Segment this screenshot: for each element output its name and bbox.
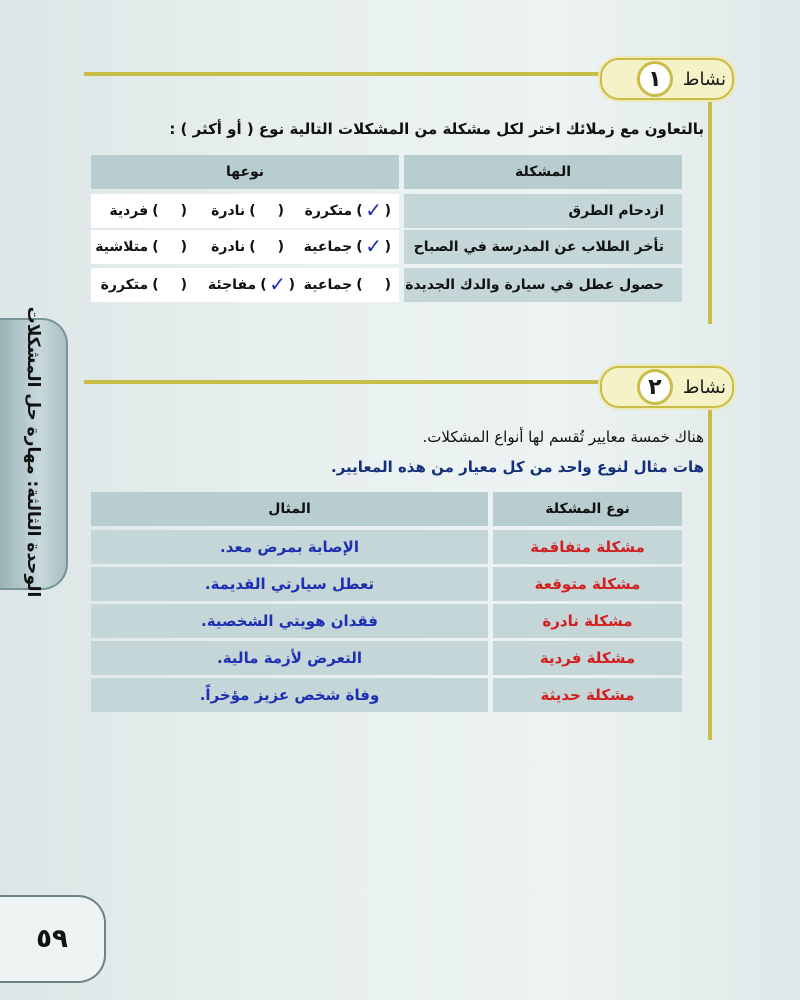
option[interactable]	[211, 194, 284, 228]
close-paren: )	[152, 203, 159, 219]
activity2-badge	[600, 366, 734, 408]
table2-example: فقدان هويتي الشخصية.	[91, 604, 488, 638]
option[interactable]	[95, 230, 187, 264]
option-label: نادرة	[211, 203, 246, 219]
option-label: جماعية	[303, 277, 353, 293]
table1-problem: تأخر الطلاب عن المدرسة في الصباح	[404, 230, 682, 264]
table1-options-row	[91, 268, 399, 302]
activity2-intro: هناك خمسة معايير تُقسم لها أنواع المشكلات.	[422, 428, 704, 446]
option-label: فردية	[109, 203, 149, 219]
activity1-side-rule	[708, 72, 712, 324]
table2-type: مشكلة متوقعة	[493, 567, 682, 601]
table2-type: مشكلة حديثة	[493, 678, 682, 712]
option-label: متلاشية	[95, 239, 149, 255]
table1-options-row	[91, 230, 399, 264]
option[interactable]	[304, 230, 391, 264]
option[interactable]	[305, 194, 391, 228]
option[interactable]	[211, 230, 284, 264]
table1-problem: حصول عطل في سيارة والدك الجديدة	[404, 268, 682, 302]
activity1-instruction: بالتعاون مع زملائك اختر لكل مشكلة من المشكلات التالية نوع ( أو أكثر ) :	[169, 120, 704, 138]
option[interactable]	[109, 194, 187, 228]
activity2-instruction: هات مثال لنوع واحد من كل معيار من هذه المعايير.	[331, 458, 704, 476]
table1-problem: ازدحام الطرق	[404, 194, 682, 228]
open-paren: (	[288, 277, 295, 293]
table2-header-example: المثال	[91, 492, 488, 526]
page-number-box	[0, 895, 106, 983]
close-paren: )	[152, 239, 159, 255]
open-paren: (	[384, 239, 391, 255]
option-label: نادرة	[211, 239, 246, 255]
table1-options-row	[91, 194, 399, 228]
table2-example: وفاة شخص عزيز مؤخراً.	[91, 678, 488, 712]
close-paren: )	[249, 203, 256, 219]
close-paren: )	[249, 239, 256, 255]
activity2-side-rule	[708, 380, 712, 740]
open-paren: (	[180, 277, 187, 293]
option[interactable]	[304, 268, 391, 302]
close-paren: )	[356, 239, 363, 255]
table1-header-type: نوعها	[91, 155, 399, 189]
option[interactable]	[208, 268, 295, 302]
page-number: ٥٩	[36, 924, 68, 954]
table2-type: مشكلة متفاقمة	[493, 530, 682, 564]
close-paren: )	[260, 277, 267, 293]
open-paren: (	[180, 203, 187, 219]
open-paren: (	[277, 239, 284, 255]
option[interactable]	[101, 268, 187, 302]
open-paren: (	[384, 277, 391, 293]
option-label: متكررة	[100, 277, 149, 293]
open-paren: (	[180, 239, 187, 255]
option-label: جماعية	[303, 239, 353, 255]
close-paren: )	[356, 203, 363, 219]
checkmark-icon: ✓	[365, 234, 382, 258]
table2-type: مشكلة نادرة	[493, 604, 682, 638]
activity1-badge	[600, 58, 734, 100]
activity1-label: نشاط	[682, 68, 726, 90]
activity2-number: ٢	[637, 369, 673, 405]
activity1-number: ١	[637, 61, 673, 97]
table2-example: الإصابة بمرض معد.	[91, 530, 488, 564]
open-paren: (	[384, 203, 391, 219]
table2-type: مشكلة فردية	[493, 641, 682, 675]
open-paren: (	[277, 203, 284, 219]
table2-example: تعطل سيارتي القديمة.	[91, 567, 488, 601]
unit-title: الوحدة الثالثة: مهارة حل المشكلات	[23, 306, 43, 598]
table1-header-problem: المشكلة	[404, 155, 682, 189]
option-label: متكررة	[304, 203, 353, 219]
checkmark-icon: ✓	[269, 272, 286, 296]
close-paren: )	[356, 277, 363, 293]
table2-header-type: نوع المشكلة	[493, 492, 682, 526]
checkmark-icon: ✓	[365, 198, 382, 222]
close-paren: )	[152, 277, 159, 293]
activity2-label: نشاط	[682, 376, 726, 398]
option-label: مفاجئة	[207, 277, 257, 293]
table2-example: التعرض لأزمة مالية.	[91, 641, 488, 675]
